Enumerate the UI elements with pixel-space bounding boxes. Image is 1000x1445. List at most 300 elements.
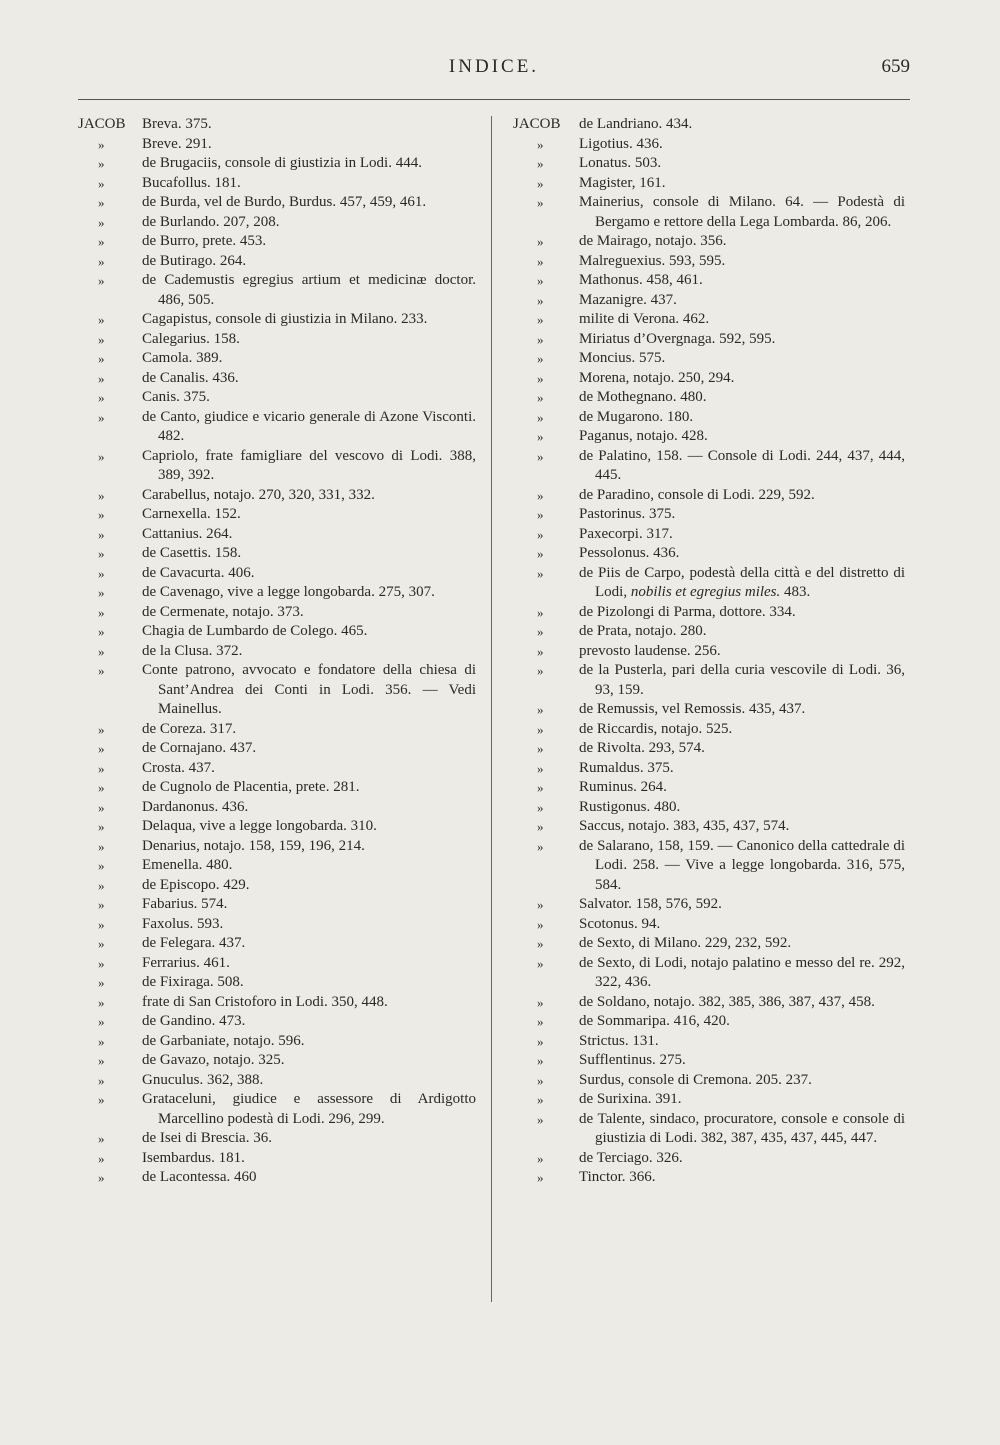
- ditto-marker: »: [537, 351, 544, 366]
- index-entry: [78, 954, 476, 974]
- ditto-marker: »: [537, 1014, 544, 1029]
- entry-text: [142, 271, 476, 310]
- ditto-marker: »: [98, 565, 105, 581]
- entry-text: [142, 973, 476, 993]
- ditto-marker: »: [98, 799, 105, 815]
- entry-text: [579, 232, 905, 252]
- index-entry: [513, 759, 905, 779]
- entry-main-text: de Prata, notajo. 280.: [579, 623, 707, 639]
- entry-main-text: Delaqua, vive a legge longobarda. 310.: [142, 818, 377, 834]
- entry-text: [579, 798, 905, 818]
- index-entry: [78, 895, 476, 915]
- entry-text: [142, 915, 476, 935]
- entry-main-text: Ruminus. 264.: [579, 779, 667, 795]
- index-entry: [78, 115, 476, 135]
- ditto-marker: »: [537, 624, 544, 639]
- entry-text: [142, 232, 476, 252]
- entry-text: [579, 505, 905, 525]
- entry-main-text: Pessolonus. 436.: [579, 545, 680, 561]
- ditto-marker: »: [537, 741, 544, 756]
- ditto-marker: »: [98, 936, 105, 951]
- entry-text: [579, 642, 905, 662]
- ditto-marker: »: [98, 643, 105, 659]
- entry-text: [579, 544, 905, 564]
- entry-main-text: Ferrarius. 461.: [142, 954, 230, 971]
- entry-main-text: de Cugnolo de Placentia, prete. 281.: [142, 779, 360, 795]
- entry-main-text: Saccus, notajo. 383, 435, 437, 574.: [579, 818, 790, 834]
- entry-main-text: de Cavenago, vive a legge longobarda. 275, 307.: [142, 584, 435, 600]
- entry-main-text: prevosto laudense. 256.: [579, 642, 721, 659]
- ditto-marker: »: [98, 214, 105, 230]
- ditto-marker: »: [537, 799, 544, 815]
- index-entry: [78, 1090, 476, 1129]
- entry-text: [142, 174, 476, 194]
- ditto-marker: »: [98, 331, 105, 347]
- entry-text: [142, 856, 476, 876]
- index-entry: [78, 564, 476, 584]
- ditto-marker: »: [98, 234, 105, 249]
- entry-after-text: 483.: [780, 584, 811, 600]
- entry-text: [579, 388, 905, 408]
- page-number: 659: [881, 56, 910, 77]
- index-entry: [513, 1012, 905, 1032]
- ditto-marker: »: [537, 292, 544, 308]
- entry-text: [142, 895, 476, 915]
- index-entry: [78, 876, 476, 896]
- entry-text: [579, 895, 905, 915]
- entry-main-text: Bucafollus. 181.: [142, 174, 241, 191]
- entry-text: [142, 642, 476, 662]
- ditto-marker: »: [98, 975, 105, 990]
- index-entry: [78, 720, 476, 740]
- ditto-marker: »: [537, 916, 544, 932]
- index-entry: [513, 330, 905, 350]
- index-entry: [513, 154, 905, 174]
- index-entry: [513, 642, 905, 662]
- ditto-marker: »: [98, 546, 105, 561]
- ditto-marker: »: [537, 507, 544, 522]
- entry-main-text: de Piis de Carpo, podestà della città e del distretto di Lodi,: [579, 564, 905, 600]
- index-entry: [78, 856, 476, 876]
- index-entry: [78, 661, 476, 720]
- entry-main-text: de Coreza. 317.: [142, 720, 237, 737]
- index-entry: [513, 135, 905, 155]
- ditto-marker: »: [98, 448, 105, 464]
- index-entry: [78, 1051, 476, 1071]
- index-entry: [78, 583, 476, 603]
- ditto-marker: »: [537, 487, 544, 503]
- entry-main-text: de Burlando. 207, 208.: [142, 213, 280, 230]
- index-entry: [513, 739, 905, 759]
- entry-text: [142, 252, 476, 272]
- index-entry: [78, 486, 476, 506]
- entry-main-text: Magister, 161.: [579, 174, 666, 191]
- index-entry: [78, 388, 476, 408]
- entry-main-text: Camola. 389.: [142, 350, 223, 366]
- entry-main-text: de Burro, prete. 453.: [142, 233, 267, 249]
- entry-main-text: Breve. 291.: [142, 135, 212, 152]
- entry-main-text: de Pizolongi di Parma, dottore. 334.: [579, 603, 796, 620]
- page-title: INDICE.: [448, 56, 540, 77]
- entry-text: [579, 778, 905, 798]
- entry-main-text: Ligotius. 436.: [579, 135, 663, 152]
- column-divider: [491, 116, 492, 1302]
- entry-text: [579, 408, 905, 428]
- entry-text: [579, 252, 905, 272]
- ditto-marker: »: [98, 390, 105, 405]
- entry-main-text: de Canalis. 436.: [142, 369, 239, 386]
- entry-text: [579, 193, 905, 232]
- ditto-marker: »: [537, 663, 544, 678]
- index-entry: [513, 1110, 905, 1149]
- entry-text: [579, 1012, 905, 1032]
- ditto-marker: »: [98, 507, 105, 522]
- entry-text: [579, 1110, 905, 1149]
- entry-text: [142, 1032, 476, 1052]
- index-entry: [78, 349, 476, 369]
- entry-text: [142, 1071, 476, 1091]
- ditto-marker: »: [98, 955, 105, 971]
- entry-text: [142, 1090, 476, 1129]
- index-entry: [78, 310, 476, 330]
- ditto-marker: »: [98, 273, 105, 288]
- entry-text: [579, 817, 905, 837]
- index-entry: [513, 798, 905, 818]
- ditto-marker: »: [98, 819, 105, 834]
- index-entry: [78, 330, 476, 350]
- entry-main-text: Lonatus. 503.: [579, 155, 662, 171]
- index-entry: [513, 388, 905, 408]
- index-entry: [513, 954, 905, 993]
- index-entry: [513, 1071, 905, 1091]
- ditto-marker: »: [537, 1033, 544, 1049]
- ditto-marker: »: [98, 1150, 105, 1166]
- entry-text: [142, 1129, 476, 1149]
- index-entry: [78, 525, 476, 545]
- entry-text: [579, 349, 905, 369]
- index-entry: [513, 564, 905, 603]
- ditto-marker: »: [537, 838, 544, 854]
- page-header: [78, 56, 910, 86]
- index-entry: [513, 310, 905, 330]
- entry-text: [579, 1051, 905, 1071]
- ditto-marker: »: [537, 994, 544, 1010]
- ditto-marker: »: [537, 936, 544, 951]
- entry-text: [579, 934, 905, 954]
- entry-text: [579, 1149, 905, 1169]
- index-entry: [513, 661, 905, 700]
- ditto-marker: »: [98, 1131, 105, 1146]
- entry-text: [579, 993, 905, 1013]
- entry-text: [142, 447, 476, 486]
- entry-text: [142, 1168, 476, 1188]
- entry-main-text: de Butirago. 264.: [142, 252, 247, 269]
- index-entry: [78, 369, 476, 389]
- entry-main-text: Fabarius. 574.: [142, 896, 228, 912]
- ditto-marker: »: [537, 175, 544, 191]
- entry-main-text: de Lacontessa. 460: [142, 1169, 257, 1185]
- entry-main-text: Grataceluni, giudice e assessore di Ardigotto Marcellino podestà di Lodi. 296, 299.: [142, 1091, 476, 1127]
- index-entry: [513, 349, 905, 369]
- ditto-marker: »: [537, 136, 544, 152]
- index-entry: [513, 291, 905, 311]
- ditto-marker: »: [98, 1053, 105, 1068]
- entry-text: [142, 993, 476, 1013]
- index-entry: [78, 993, 476, 1013]
- index-entry: [513, 1168, 905, 1188]
- ditto-marker: »: [537, 702, 544, 717]
- entry-main-text: de Talente, sindaco, procuratore, console e console di giustizia di Lodi. 382, 387, 435, 437, 445, 447.: [579, 1110, 905, 1146]
- ditto-marker: »: [98, 1033, 105, 1049]
- index-entry: [78, 1168, 476, 1188]
- entry-text: [142, 369, 476, 389]
- entry-main-text: Sufflentinus. 275.: [579, 1052, 686, 1068]
- entry-main-text: de la Clusa. 372.: [142, 642, 243, 659]
- entry-text: [142, 1051, 476, 1071]
- ditto-marker: »: [98, 838, 105, 854]
- entry-main-text: frate di San Cristoforo in Lodi. 350, 448.: [142, 993, 388, 1010]
- ditto-marker: »: [98, 487, 105, 503]
- ditto-marker: »: [537, 1170, 544, 1185]
- ditto-marker: »: [98, 195, 105, 210]
- entry-main-text: de Garbaniate, notajo. 596.: [142, 1032, 305, 1049]
- entry-text: [142, 661, 476, 720]
- entry-text: [579, 954, 905, 993]
- entry-text: [142, 213, 476, 233]
- entry-text: [579, 291, 905, 311]
- entry-main-text: milite di Verona. 462.: [579, 311, 710, 327]
- ditto-marker: »: [537, 448, 544, 464]
- index-entry: [78, 973, 476, 993]
- entry-main-text: de Gandino. 473.: [142, 1013, 246, 1029]
- ditto-marker: »: [537, 409, 544, 425]
- entry-text: [142, 817, 476, 837]
- index-entry: [78, 778, 476, 798]
- index-entry: [78, 934, 476, 954]
- ditto-marker: »: [98, 1092, 105, 1107]
- index-entry: [78, 1071, 476, 1091]
- index-entry: [513, 505, 905, 525]
- ditto-marker: »: [98, 858, 105, 873]
- entry-main-text: de Sexto, di Lodi, notajo palatino e messo del re. 292, 322, 436.: [579, 954, 905, 990]
- entry-text: [579, 310, 905, 330]
- entry-main-text: de Landriano. 434.: [579, 116, 693, 132]
- entry-main-text: de Cermenate, notajo. 373.: [142, 603, 304, 620]
- ditto-marker: »: [537, 273, 544, 288]
- index-entry: [513, 993, 905, 1013]
- ditto-marker: »: [98, 877, 105, 893]
- entry-text: [142, 310, 476, 330]
- index-entry: [78, 739, 476, 759]
- index-entry: [78, 174, 476, 194]
- header-rule: [78, 99, 910, 100]
- entry-text: [579, 759, 905, 779]
- index-entry: [78, 622, 476, 642]
- index-entry: [78, 252, 476, 272]
- index-entry: [513, 1051, 905, 1071]
- index-entry: [513, 1032, 905, 1052]
- entry-text: [579, 1032, 905, 1052]
- ditto-marker: »: [537, 721, 544, 737]
- ditto-marker: »: [98, 175, 105, 191]
- entry-main-text: Surdus, console di Cremona. 205. 237.: [579, 1071, 812, 1088]
- entry-text: [579, 525, 905, 545]
- entry-text: [142, 154, 476, 174]
- index-entry: [78, 408, 476, 447]
- ditto-marker: »: [537, 760, 544, 776]
- index-entry: [513, 895, 905, 915]
- ditto-marker: »: [537, 156, 544, 171]
- index-entry: [513, 271, 905, 291]
- index-entry: [513, 915, 905, 935]
- entry-text: [579, 739, 905, 759]
- ditto-marker: »: [98, 312, 105, 327]
- entry-text: [142, 954, 476, 974]
- entry-text: [579, 135, 905, 155]
- ditto-marker: »: [98, 994, 105, 1010]
- index-entry: [78, 798, 476, 818]
- index-entry: [78, 544, 476, 564]
- entry-text: [579, 447, 905, 486]
- entry-main-text: Dardanonus. 436.: [142, 798, 249, 815]
- entry-main-text: de Fixiraga. 508.: [142, 974, 244, 990]
- index-entry: [78, 154, 476, 174]
- index-entry: [78, 193, 476, 213]
- index-entry: [78, 1032, 476, 1052]
- entry-main-text: de Palatino, 158. — Console di Lodi. 244, 437, 444, 445.: [579, 447, 905, 483]
- entry-text: [579, 700, 905, 720]
- ditto-marker: »: [98, 351, 105, 366]
- ditto-marker: »: [537, 897, 544, 912]
- index-entry: [513, 369, 905, 389]
- index-entry: [513, 174, 905, 194]
- entry-text: [579, 1090, 905, 1110]
- index-entry: [78, 759, 476, 779]
- entry-main-text: Mainerius, console di Milano. 64. — Podestà di Bergamo e rettore della Lega Lombarda. 86, 206.: [579, 194, 905, 230]
- entry-main-text: de Cavacurta. 406.: [142, 564, 255, 581]
- entry-text: [142, 720, 476, 740]
- entry-text: [579, 603, 905, 623]
- entry-text: [142, 330, 476, 350]
- entry-text: [142, 1012, 476, 1032]
- entry-text: [142, 622, 476, 642]
- entry-text: [579, 661, 905, 700]
- entry-text: [579, 1168, 905, 1188]
- ditto-marker: »: [98, 1014, 105, 1029]
- entry-main-text: de Sommaripa. 416, 420.: [579, 1013, 730, 1029]
- index-entry: [78, 915, 476, 935]
- entry-main-text: de Terciago. 326.: [579, 1149, 683, 1166]
- index-entry: [513, 603, 905, 623]
- ditto-marker: »: [98, 741, 105, 756]
- ditto-marker: »: [537, 780, 544, 795]
- entry-text: [142, 525, 476, 545]
- entry-text: [142, 837, 476, 857]
- entry-text: [142, 408, 476, 447]
- entry-text: [579, 1071, 905, 1091]
- entry-main-text: Canis. 375.: [142, 389, 210, 405]
- entry-main-text: Pastorinus. 375.: [579, 506, 676, 522]
- entry-text: [579, 330, 905, 350]
- entry-text: [142, 759, 476, 779]
- entry-main-text: de Casettis. 158.: [142, 545, 242, 561]
- entry-main-text: de Surixina. 391.: [579, 1091, 682, 1107]
- ditto-marker: »: [537, 253, 544, 269]
- index-entry: [78, 642, 476, 662]
- entry-text: [579, 915, 905, 935]
- entry-main-text: Cagapistus, console di giustizia in Milano. 233.: [142, 311, 428, 327]
- entry-main-text: Carnexella. 152.: [142, 506, 241, 522]
- ditto-marker: »: [98, 156, 105, 171]
- ditto-marker: »: [98, 253, 105, 269]
- entry-main-text: Capriolo, frate famigliare del vescovo di Lodi. 388, 389, 392.: [142, 447, 476, 483]
- entry-text: [142, 135, 476, 155]
- entry-main-text: Mazanigre. 437.: [579, 291, 677, 308]
- entry-text: [579, 271, 905, 291]
- index-entry: [78, 505, 476, 525]
- index-entry: [513, 408, 905, 428]
- entry-main-text: Crosta. 437.: [142, 759, 215, 776]
- entry-main-text: Moncius. 575.: [579, 350, 666, 366]
- entry-main-text: de Isei di Brescia. 36.: [142, 1130, 272, 1146]
- ditto-marker: »: [537, 546, 544, 561]
- entry-heading: JACOB: [78, 116, 126, 132]
- entry-text: [142, 583, 476, 603]
- entry-main-text: Denarius, notajo. 158, 159, 196, 214.: [142, 837, 365, 854]
- entry-text: [142, 778, 476, 798]
- entry-text: [142, 349, 476, 369]
- entry-main-text: de la Pusterla, pari della curia vescovile di Lodi. 36, 93, 159.: [579, 662, 905, 698]
- ditto-marker: »: [537, 819, 544, 834]
- entry-text: [142, 798, 476, 818]
- ditto-marker: »: [98, 585, 105, 600]
- entry-main-text: de Mairago, notajo. 356.: [579, 233, 727, 249]
- entry-text: [579, 720, 905, 740]
- index-column-left: [78, 115, 476, 1188]
- index-entry: [513, 544, 905, 564]
- ditto-marker: »: [537, 565, 544, 581]
- index-entry: [78, 603, 476, 623]
- entry-text: [142, 934, 476, 954]
- entry-text: [579, 174, 905, 194]
- ditto-marker: »: [537, 195, 544, 210]
- entry-main-text: Morena, notajo. 250, 294.: [579, 369, 735, 386]
- ditto-marker: »: [537, 234, 544, 249]
- index-entry: [78, 1012, 476, 1032]
- entry-text: [142, 1149, 476, 1169]
- index-entry: [78, 447, 476, 486]
- entry-text: [579, 154, 905, 174]
- ditto-marker: »: [98, 409, 105, 425]
- entry-text: [579, 427, 905, 447]
- index-entry: [513, 778, 905, 798]
- entry-main-text: Strictus. 131.: [579, 1032, 659, 1049]
- entry-main-text: Rumaldus. 375.: [579, 759, 674, 776]
- index-entry: [513, 700, 905, 720]
- index-entry: [513, 1149, 905, 1169]
- entry-main-text: Emenella. 480.: [142, 857, 233, 873]
- entry-text: [142, 544, 476, 564]
- entry-main-text: Faxolus. 593.: [142, 915, 224, 932]
- index-entry: [513, 115, 905, 135]
- index-entry: [513, 486, 905, 506]
- index-entry: [513, 934, 905, 954]
- entry-main-text: de Mugarono. 180.: [579, 408, 694, 425]
- entry-text: [142, 115, 476, 135]
- entry-main-text: de Paradino, console di Lodi. 229, 592.: [579, 486, 815, 503]
- ditto-marker: »: [537, 1150, 544, 1166]
- entry-main-text: Rustigonus. 480.: [579, 798, 681, 815]
